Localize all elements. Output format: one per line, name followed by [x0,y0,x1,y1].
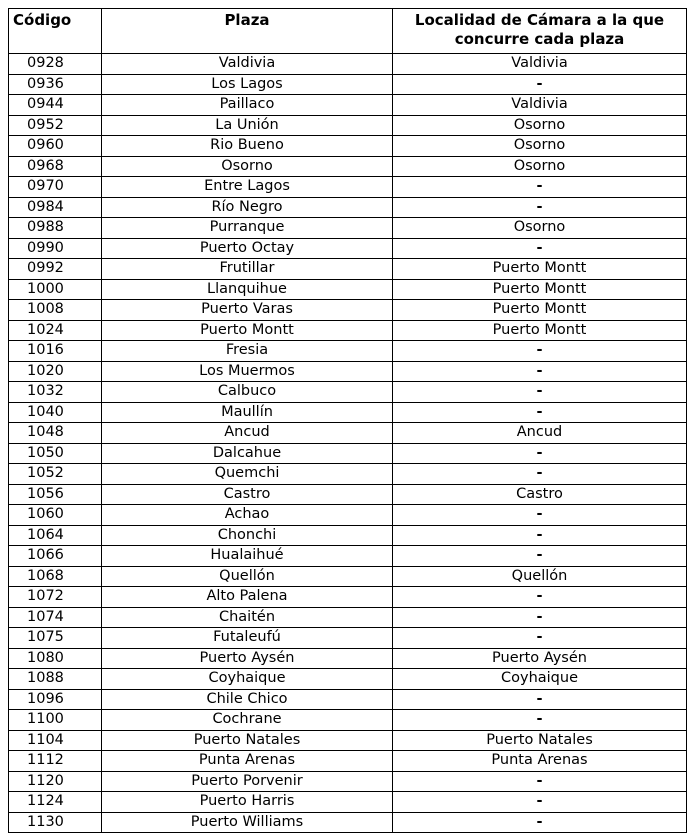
cell-plaza: Puerto Porvenir [102,771,393,792]
cell-codigo: 0968 [9,156,102,177]
cell-localidad-camara: - [393,505,687,526]
cell-localidad-camara: Osorno [393,156,687,177]
table-row [9,648,687,669]
cell-plaza: Quemchi [102,464,393,485]
cell-codigo: 1074 [9,607,102,628]
cell-localidad-camara: - [393,177,687,198]
cell-plaza: Coyhaique [102,669,393,690]
cell-localidad-camara: - [393,812,687,833]
cell-codigo: 1104 [9,730,102,751]
table-row [9,238,687,259]
cell-localidad-camara: - [393,341,687,362]
cell-codigo: 0936 [9,74,102,95]
cell-codigo: 1066 [9,546,102,567]
table-row [9,587,687,608]
cell-plaza: Puerto Aysén [102,648,393,669]
cell-plaza: Puerto Montt [102,320,393,341]
cell-codigo: 0928 [9,54,102,75]
table-row [9,361,687,382]
cell-plaza: Maullín [102,402,393,423]
cell-localidad-camara: - [393,525,687,546]
table-row [9,279,687,300]
cell-codigo: 1056 [9,484,102,505]
table-row [9,74,687,95]
table-row [9,382,687,403]
cell-localidad-camara: Punta Arenas [393,751,687,772]
cell-localidad-camara: - [393,74,687,95]
cell-codigo: 1124 [9,792,102,813]
plazas-table [8,8,687,833]
cell-plaza: Valdivia [102,54,393,75]
cell-codigo: 1048 [9,423,102,444]
cell-localidad-camara: Osorno [393,115,687,136]
cell-codigo: 1050 [9,443,102,464]
table-row [9,669,687,690]
table-row [9,177,687,198]
cell-localidad-camara: Ancud [393,423,687,444]
cell-plaza: La Unión [102,115,393,136]
cell-codigo: 0944 [9,95,102,116]
cell-plaza: Los Muermos [102,361,393,382]
table-row [9,771,687,792]
cell-codigo: 1060 [9,505,102,526]
cell-localidad-camara: Puerto Montt [393,320,687,341]
cell-localidad-camara: - [393,402,687,423]
table-row [9,115,687,136]
cell-plaza: Achao [102,505,393,526]
cell-localidad-camara: Valdivia [393,54,687,75]
cell-codigo: 1052 [9,464,102,485]
cell-codigo: 0992 [9,259,102,280]
cell-localidad-camara: - [393,464,687,485]
cell-codigo: 1096 [9,689,102,710]
cell-plaza: Puerto Octay [102,238,393,259]
cell-plaza: Ancud [102,423,393,444]
cell-localidad-camara: - [393,607,687,628]
cell-plaza: Hualaihué [102,546,393,567]
cell-codigo: 1075 [9,628,102,649]
cell-plaza: Puerto Natales [102,730,393,751]
cell-localidad-camara: Puerto Montt [393,259,687,280]
cell-plaza: Fresia [102,341,393,362]
cell-plaza: Chaitén [102,607,393,628]
cell-plaza: Castro [102,484,393,505]
cell-plaza: Alto Palena [102,587,393,608]
cell-localidad-camara: Puerto Natales [393,730,687,751]
table-header-row [9,9,687,54]
cell-codigo: 1024 [9,320,102,341]
cell-localidad-camara: Puerto Montt [393,279,687,300]
cell-plaza: Entre Lagos [102,177,393,198]
table-row [9,197,687,218]
table-row [9,218,687,239]
cell-codigo: 1112 [9,751,102,772]
cell-localidad-camara: - [393,587,687,608]
cell-codigo: 0990 [9,238,102,259]
cell-localidad-camara: Puerto Aysén [393,648,687,669]
cell-localidad-camara: Osorno [393,136,687,157]
table-row [9,484,687,505]
cell-localidad-camara: Coyhaique [393,669,687,690]
cell-plaza: Purranque [102,218,393,239]
cell-codigo: 1016 [9,341,102,362]
header-plaza: Plaza [102,9,393,54]
cell-localidad-camara: - [393,443,687,464]
cell-localidad-camara: - [393,628,687,649]
table-row [9,566,687,587]
table-row [9,259,687,280]
cell-plaza: Paillaco [102,95,393,116]
table-body [9,54,687,833]
cell-plaza: Dalcahue [102,443,393,464]
cell-codigo: 1080 [9,648,102,669]
cell-plaza: Osorno [102,156,393,177]
cell-localidad-camara: Quellón [393,566,687,587]
cell-codigo: 0988 [9,218,102,239]
cell-plaza: Calbuco [102,382,393,403]
header-codigo: Código [9,9,102,54]
table-row [9,546,687,567]
cell-codigo: 1088 [9,669,102,690]
cell-codigo: 1000 [9,279,102,300]
table-row [9,156,687,177]
table-row [9,730,687,751]
table-row [9,300,687,321]
cell-codigo: 1130 [9,812,102,833]
cell-localidad-camara: - [393,689,687,710]
cell-codigo: 1032 [9,382,102,403]
cell-plaza: Puerto Harris [102,792,393,813]
table-row [9,136,687,157]
cell-codigo: 1064 [9,525,102,546]
cell-codigo: 1120 [9,771,102,792]
table-row [9,792,687,813]
cell-plaza: Río Negro [102,197,393,218]
cell-plaza: Puerto Varas [102,300,393,321]
table-row [9,423,687,444]
cell-localidad-camara: Puerto Montt [393,300,687,321]
cell-plaza: Frutillar [102,259,393,280]
cell-localidad-camara: - [393,546,687,567]
cell-codigo: 1068 [9,566,102,587]
table-row [9,464,687,485]
cell-codigo: 0952 [9,115,102,136]
cell-localidad-camara: Valdivia [393,95,687,116]
cell-codigo: 1020 [9,361,102,382]
cell-plaza: Rio Bueno [102,136,393,157]
table-row [9,628,687,649]
table-row [9,320,687,341]
cell-localidad-camara: - [393,382,687,403]
table-row [9,341,687,362]
cell-plaza: Quellón [102,566,393,587]
cell-localidad-camara: - [393,771,687,792]
cell-plaza: Puerto Williams [102,812,393,833]
cell-plaza: Chonchi [102,525,393,546]
cell-localidad-camara: - [393,238,687,259]
cell-codigo: 1100 [9,710,102,731]
cell-localidad-camara: - [393,361,687,382]
table-row [9,402,687,423]
table-row [9,751,687,772]
table-row [9,812,687,833]
cell-plaza: Chile Chico [102,689,393,710]
cell-localidad-camara: Osorno [393,218,687,239]
table-row [9,505,687,526]
header-localidad-camara: Localidad de Cámara a la que concurre cada plaza [393,9,687,54]
cell-plaza: Cochrane [102,710,393,731]
cell-localidad-camara: - [393,710,687,731]
table-row [9,54,687,75]
table-row [9,443,687,464]
table-row [9,689,687,710]
cell-codigo: 0960 [9,136,102,157]
cell-localidad-camara: Castro [393,484,687,505]
cell-plaza: Punta Arenas [102,751,393,772]
cell-localidad-camara: - [393,792,687,813]
table-row [9,607,687,628]
cell-codigo: 0970 [9,177,102,198]
table-row [9,525,687,546]
cell-codigo: 1072 [9,587,102,608]
table-row [9,95,687,116]
cell-localidad-camara: - [393,197,687,218]
table-row [9,710,687,731]
cell-codigo: 0984 [9,197,102,218]
cell-plaza: Los Lagos [102,74,393,95]
cell-codigo: 1040 [9,402,102,423]
cell-plaza: Llanquihue [102,279,393,300]
cell-codigo: 1008 [9,300,102,321]
cell-plaza: Futaleufú [102,628,393,649]
